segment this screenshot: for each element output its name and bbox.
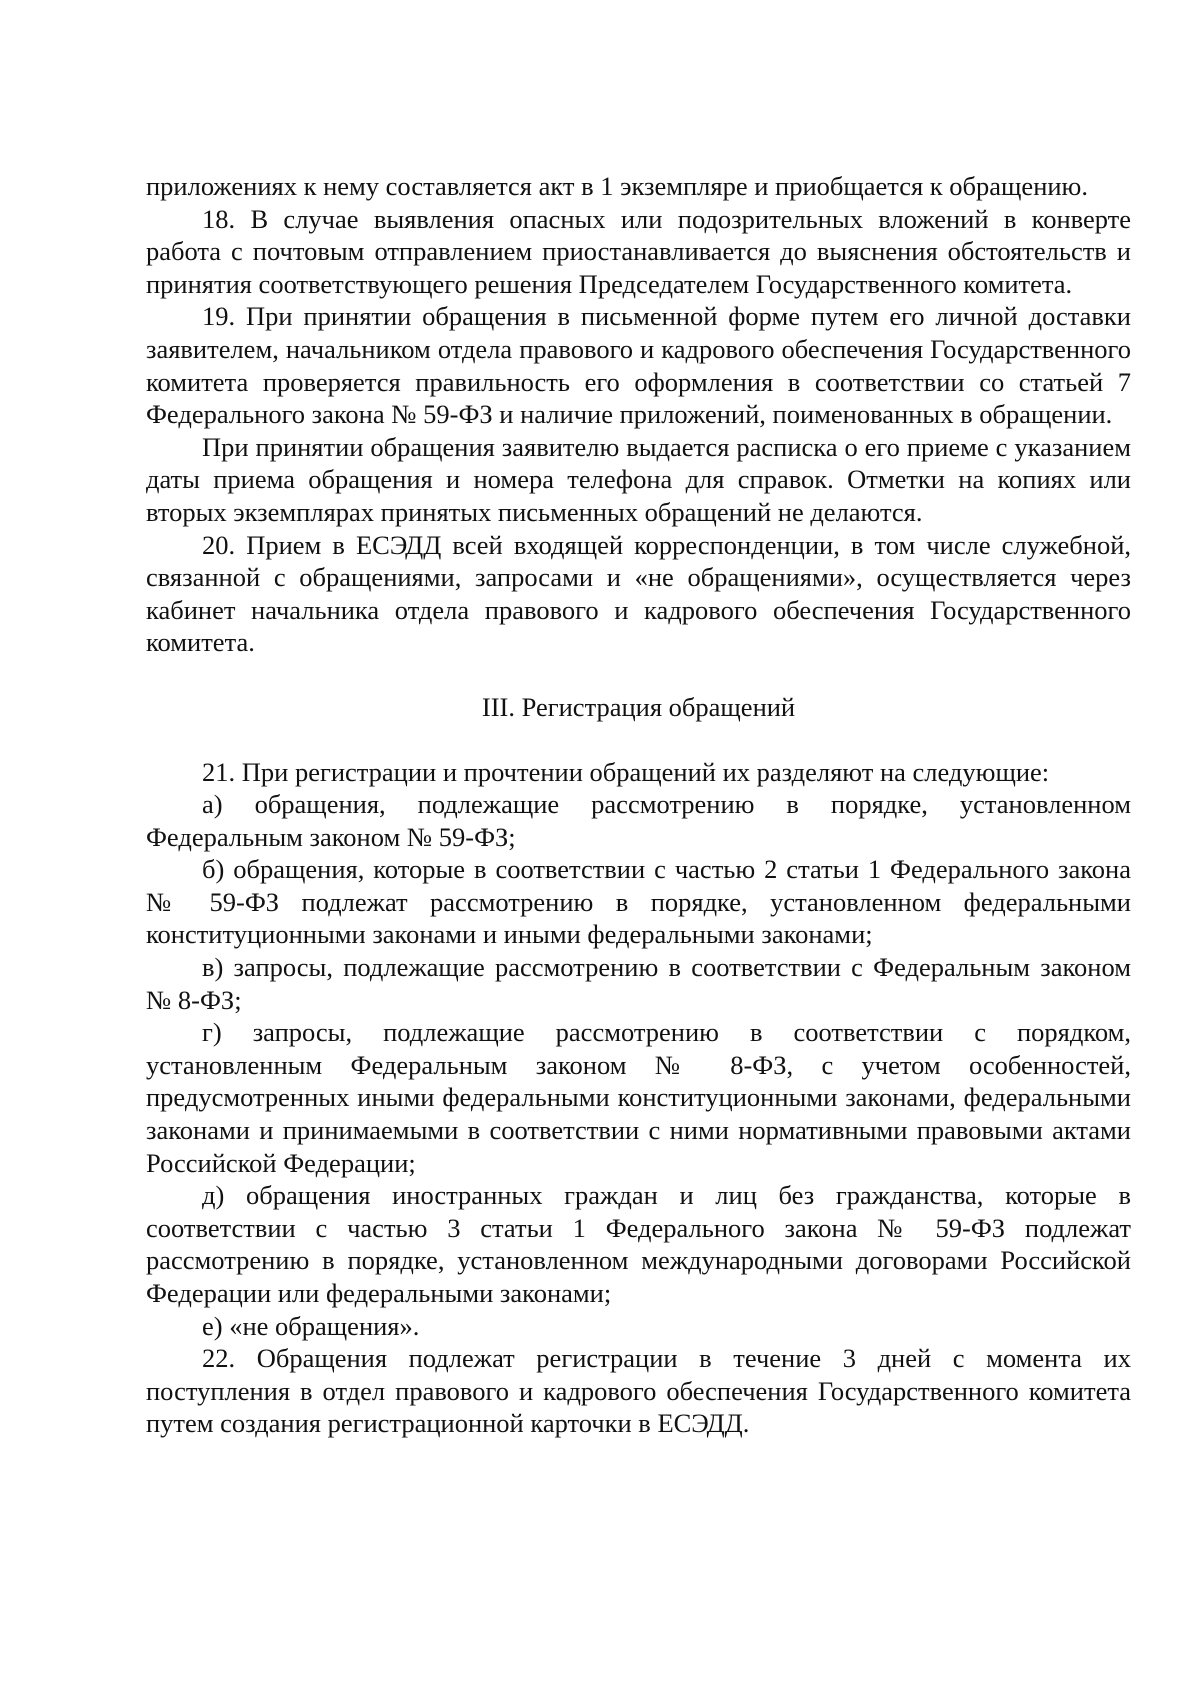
- paragraph-21: 21. При регистрации и прочтении обращений их разделяют на следующие:: [202, 756, 1050, 787]
- paragraph-19-receipt: При принятии обращения заявителю выдается расписка о его приеме с указанием даты приема обращения и номера телефона для справок. Отметки на копиях или вторых экземплярах принятых письменных обращений не делаются.: [146, 431, 1131, 527]
- paragraph-20: 20. Прием в ЕСЭДД всей входящей корреспонденции, в том числе служебной, связанной с обращениями, запросами и «не обращениями», осуществляется через кабинет начальника отдела правового и кадрового обеспечения Государственного комитета.: [146, 529, 1131, 658]
- paragraph-18: 18. В случае выявления опасных или подозрительных вложений в конверте работа с почтовым отправлением приостанавливается до выяснения обстоятельств и принятия соответствующего решения Председателем Государственного комитета.: [146, 203, 1131, 299]
- paragraph-21-v: в) запросы, подлежащие рассмотрению в соответствии с Федеральным законом № 8-ФЗ;: [146, 952, 1131, 1015]
- document-body: [146, 170, 1131, 1440]
- paragraph-21-g: г) запросы, подлежащие рассмотрению в соответствии с порядком, установленным Федеральным законом № 8-ФЗ, с учетом особенностей, предусмотренных иными федеральными конституционными законами, федеральными законами и принимаемыми в соответствии с ними нормативными правовыми актами Российской Федерации;: [146, 1017, 1131, 1178]
- paragraph-continuation: приложениях к нему составляется акт в 1 экземпляре и приобщается к обращению.: [146, 171, 1088, 201]
- paragraph-21-a: а) обращения, подлежащие рассмотрению в порядке, установленном Федеральным законом № 59-ФЗ;: [146, 789, 1131, 852]
- paragraph-22: 22. Обращения подлежат регистрации в течение 3 дней с момента их поступления в отдел правового и кадрового обеспечения Государственного комитета путем создания регистрационной карточки в ЕСЭДД.: [146, 1343, 1131, 1439]
- paragraph-19: 19. При принятии обращения в письменной форме путем его личной доставки заявителем, начальником отдела правового и кадрового обеспечения Государственного комитета проверяется правильность его оформления в соответствии со статьей 7 Федерального закона № 59-ФЗ и наличие приложений, поименованных в обращении.: [146, 301, 1131, 430]
- paragraph-21-e: е) «не обращения».: [202, 1310, 420, 1341]
- paragraph-21-b: б) обращения, которые в соответствии с частью 2 статьи 1 Федерального закона № 59-ФЗ подлежат рассмотрению в порядке, установленном федеральными конституционными законами и иными федеральными законами;: [146, 854, 1131, 950]
- paragraph-21-d: д) обращения иностранных граждан и лиц без гражданства, которые в соответствии с частью 3 статьи 1 Федерального закона № 59-ФЗ подлежат рассмотрению в порядке, установленном международными договорами Российской Федерации или федеральными законами;: [146, 1180, 1131, 1308]
- section-heading: III. Регистрация обращений: [481, 691, 796, 722]
